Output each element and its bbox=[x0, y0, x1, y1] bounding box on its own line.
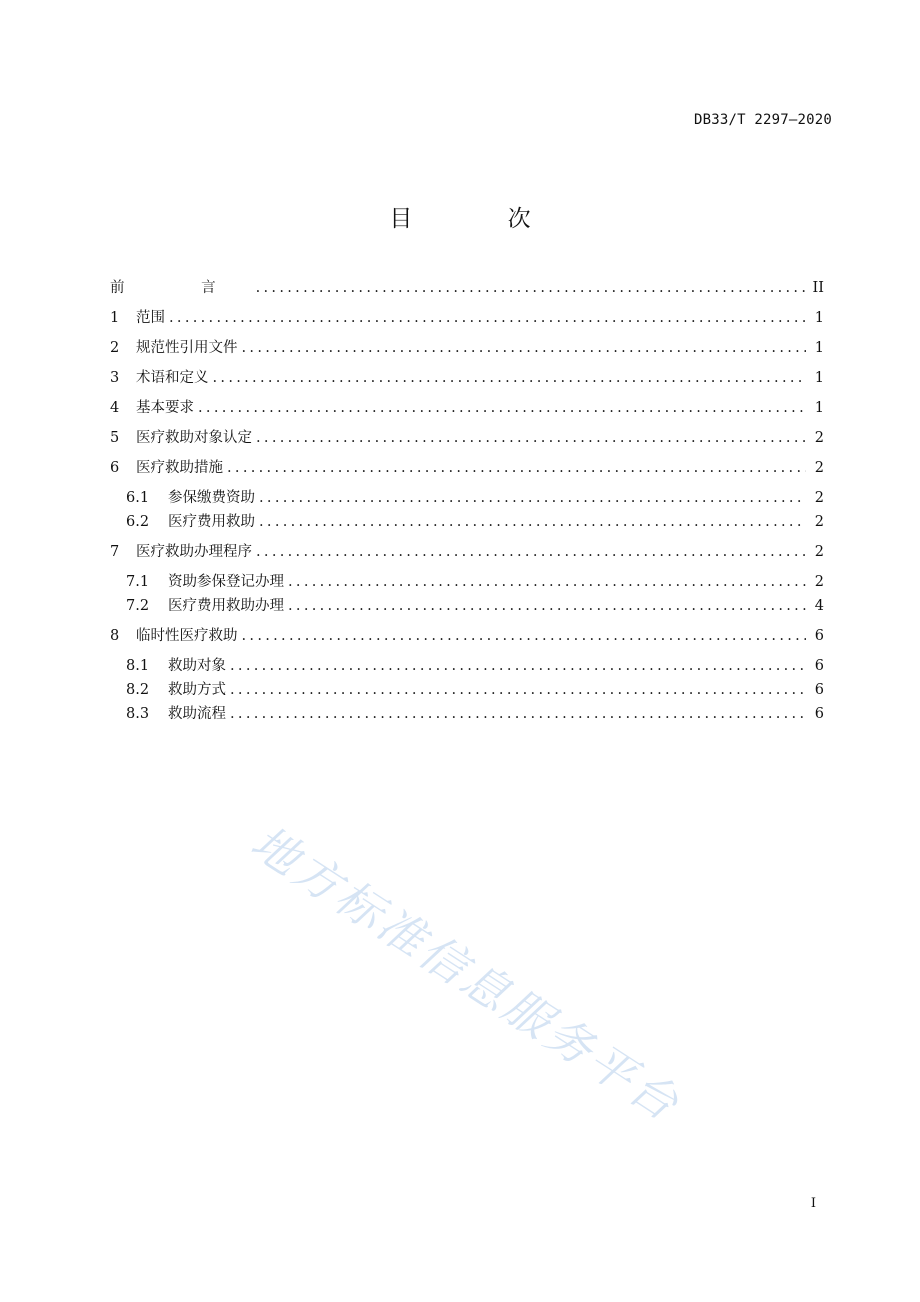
toc-entry-number: 6.2 bbox=[126, 514, 150, 530]
toc-entry-number: 7 bbox=[110, 544, 120, 560]
toc-entry-page: 6 bbox=[814, 658, 824, 674]
toc-entry-label: 临时性医疗救助 bbox=[136, 628, 238, 644]
toc-entry-page: 2 bbox=[814, 430, 824, 446]
toc-entry-number: 3 bbox=[110, 370, 120, 386]
toc-entry-number: 8.2 bbox=[126, 682, 150, 698]
toc-entry[interactable] bbox=[110, 426, 824, 447]
toc-entry-number: 8.3 bbox=[126, 706, 150, 722]
toc-entry-number: 7.1 bbox=[126, 574, 150, 590]
toc-leader-dots bbox=[230, 682, 806, 698]
toc-entry-number: 2 bbox=[110, 340, 120, 356]
toc-entry-label: 前 言 bbox=[110, 280, 252, 296]
toc-entry-page: II bbox=[812, 280, 824, 296]
toc-entry-number: 8 bbox=[110, 628, 120, 644]
toc-entry[interactable] bbox=[110, 276, 824, 297]
toc-entry-number: 7.2 bbox=[126, 598, 150, 614]
toc-entry-page: 6 bbox=[814, 682, 824, 698]
toc-entry-label: 医疗费用救助办理 bbox=[168, 598, 284, 614]
toc-entry-label: 规范性引用文件 bbox=[136, 340, 238, 356]
toc-leader-dots bbox=[230, 706, 806, 722]
toc-entry[interactable] bbox=[110, 624, 824, 645]
toc-leader-dots bbox=[256, 430, 806, 446]
toc-entry[interactable] bbox=[110, 702, 824, 723]
toc-entry-label: 救助流程 bbox=[168, 706, 226, 722]
toc-entry[interactable] bbox=[110, 456, 824, 477]
toc-leader-dots bbox=[169, 310, 806, 326]
toc-leader-dots bbox=[259, 514, 806, 530]
toc-entry[interactable] bbox=[110, 654, 824, 675]
toc-leader-dots bbox=[230, 658, 806, 674]
toc-leader-dots bbox=[256, 544, 806, 560]
toc-entry-label: 救助方式 bbox=[168, 682, 226, 698]
toc-entry-page: 2 bbox=[814, 544, 824, 560]
toc-entry[interactable] bbox=[110, 540, 824, 561]
page-number: I bbox=[810, 1196, 816, 1211]
toc-entry-number: 6.1 bbox=[126, 490, 150, 506]
toc-entry-label: 救助对象 bbox=[168, 658, 226, 674]
toc-leader-dots bbox=[288, 574, 806, 590]
toc-entry-page: 1 bbox=[814, 370, 824, 386]
toc-entry-label: 医疗费用救助 bbox=[168, 514, 255, 530]
toc-entry-page: 2 bbox=[814, 490, 824, 506]
toc-entry-number: 8.1 bbox=[126, 658, 150, 674]
toc-entry[interactable] bbox=[110, 570, 824, 591]
toc-entry-label: 范围 bbox=[136, 310, 165, 326]
toc-leader-dots bbox=[288, 598, 806, 614]
toc-leader-dots bbox=[227, 460, 806, 476]
toc-leader-dots bbox=[259, 490, 806, 506]
toc-entry-page: 1 bbox=[814, 400, 824, 416]
toc-entry[interactable] bbox=[110, 366, 824, 387]
toc-entry-page: 2 bbox=[814, 574, 824, 590]
toc-entry-page: 6 bbox=[814, 706, 824, 722]
toc-leader-dots bbox=[242, 628, 807, 644]
toc-entry-label: 资助参保登记办理 bbox=[168, 574, 284, 590]
page-title: 目 次 bbox=[389, 206, 575, 232]
toc-entry-label: 参保缴费资助 bbox=[168, 490, 255, 506]
toc-entry-label: 术语和定义 bbox=[136, 370, 209, 386]
toc-leader-dots bbox=[213, 370, 807, 386]
toc-entry[interactable] bbox=[110, 336, 824, 357]
toc-entry-number: 6 bbox=[110, 460, 120, 476]
toc-entry-label: 医疗救助办理程序 bbox=[136, 544, 252, 560]
toc-entry-page: 4 bbox=[814, 598, 824, 614]
toc-entry[interactable] bbox=[110, 678, 824, 699]
document-code: DB33/T 2297—2020 bbox=[693, 112, 832, 128]
toc-entry-page: 6 bbox=[814, 628, 824, 644]
toc-entry-page: 1 bbox=[814, 310, 824, 326]
toc-entry[interactable] bbox=[110, 510, 824, 531]
toc-entry-page: 2 bbox=[814, 514, 824, 530]
toc-leader-dots bbox=[198, 400, 806, 416]
toc-entry-page: 2 bbox=[814, 460, 824, 476]
toc-entry-number: 1 bbox=[110, 310, 120, 326]
toc-entry[interactable] bbox=[110, 594, 824, 615]
toc-leader-dots bbox=[256, 280, 806, 296]
toc-leader-dots bbox=[242, 340, 807, 356]
toc-entry-label: 基本要求 bbox=[136, 400, 194, 416]
toc-entry[interactable] bbox=[110, 396, 824, 417]
toc-entry[interactable] bbox=[110, 486, 824, 507]
toc-entry-label: 医疗救助措施 bbox=[136, 460, 223, 476]
toc-entry-page: 1 bbox=[814, 340, 824, 356]
toc-entry-number: 4 bbox=[110, 400, 120, 416]
watermark: 地方标准信息服务平台 bbox=[241, 814, 691, 1133]
toc-entry[interactable] bbox=[110, 306, 824, 327]
toc-entry-label: 医疗救助对象认定 bbox=[136, 430, 252, 446]
toc-entry-number: 5 bbox=[110, 430, 120, 446]
